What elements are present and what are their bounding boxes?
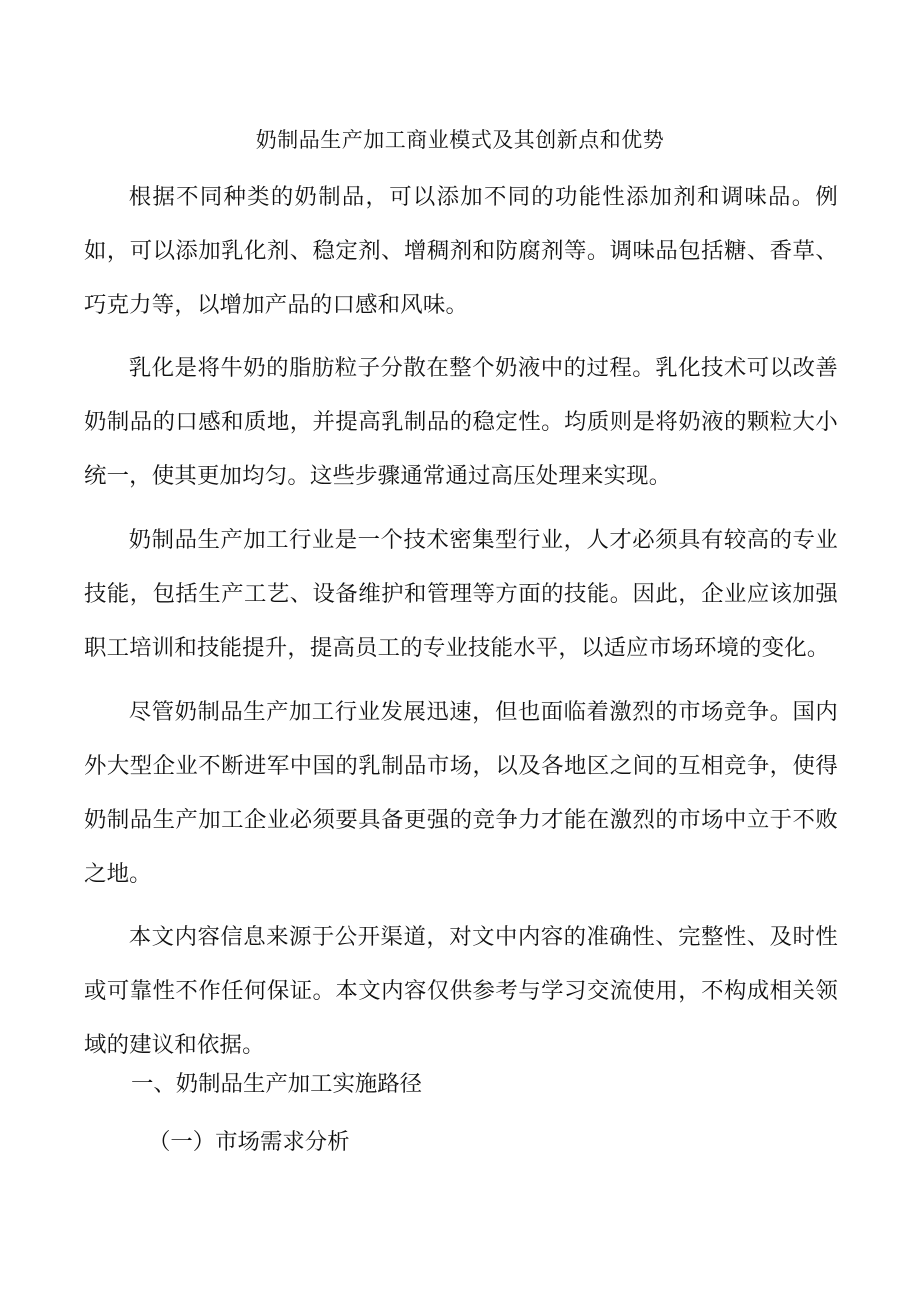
paragraph-talent: 奶制品生产加工行业是一个技术密集型行业，人才必须具有较高的专业技能，包括生产工艺、设备维护和管理等方面的技能。因此，企业应该加强职工培训和技能提升，提高员工的专业技能水平，以适应市场环境的变化。	[84, 527, 838, 661]
paragraph-emulsification: 乳化是将牛奶的脂肪粒子分散在整个奶液中的过程。乳化技术可以改善奶制品的口感和质地，并提高乳制品的稳定性。均质则是将奶液的颗粒大小统一，使其更加均匀。这些步骤通常通过高压处理来实现。	[84, 355, 838, 489]
paragraph-disclaimer: 本文内容信息来源于公开渠道，对文中内容的准确性、完整性、及时性或可靠性不作任何保证。本文内容仅供参考与学习交流使用，不构成相关领域的建议和依据。	[84, 924, 838, 1058]
paragraph-competition: 尽管奶制品生产加工行业发展迅速，但也面临着激烈的市场竞争。国内外大型企业不断进军中国的乳制品市场，以及各地区之间的互相竞争，使得奶制品生产加工企业必须要具备更强的竞争力才能在激烈的市场中立于不败之地。	[84, 699, 838, 887]
section-heading: 一、奶制品生产加工实施路径	[131, 1071, 423, 1097]
subsection-heading: （一）市场需求分析	[148, 1129, 350, 1155]
document-title: 奶制品生产加工商业模式及其创新点和优势	[255, 128, 665, 152]
paragraph-additives: 根据不同种类的奶制品，可以添加不同的功能性添加剂和调味品。例如，可以添加乳化剂、稳定剂、增稠剂和防腐剂等。调味品包括糖、香草、巧克力等，以增加产品的口感和风味。	[84, 184, 838, 318]
